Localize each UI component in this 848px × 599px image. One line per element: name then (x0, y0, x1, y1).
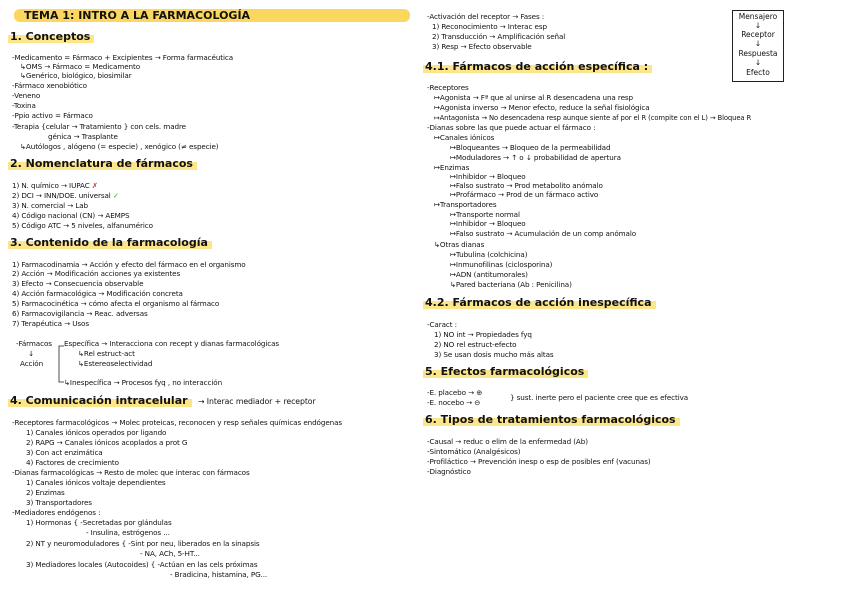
s2-line: 4) Código nacional (CN) → AEMPS (12, 211, 130, 220)
section-6-heading: 6. Tipos de tratamientos farmacológicos (423, 413, 680, 426)
s5-line: -E. nocebo → ⊖ (427, 398, 481, 407)
s3-accion-line: ↳Estereoselectividad (78, 359, 153, 368)
s2-line: 5) Código ATC → 5 niveles, alfanumérico (12, 221, 153, 230)
s42-line: 3) Se usan dosis mucho más altas (434, 350, 554, 359)
s41-line: ↦Transporte normal (450, 210, 520, 219)
s41-line: ↦Inhibidor → Bloqueo (450, 172, 526, 181)
s4-line: 3) Transportadores (26, 498, 92, 507)
s6-line: -Diagnóstico (427, 467, 471, 476)
s4-line: -Receptores farmacológicos → Molec proteicas, reconocen y resp señales químicas endógenas (12, 418, 343, 427)
s4-line: - NA, ACh, 5-HT... (140, 549, 200, 558)
s4-line: 2) Enzimas (26, 488, 65, 497)
s41-line: ↦Transportadores (434, 200, 497, 209)
activation-line: -Activación del receptor → Fases : (427, 12, 545, 21)
section-42-heading: 4.2. Fármacos de acción inespecífica (423, 296, 656, 309)
s41-line: ↦Tubulina (colchicina) (450, 250, 528, 259)
s41-line: ↦Moduladores → ↑ o ↓ probabilidad de apertura (450, 153, 621, 162)
s41-line: ↦Falso sustrato → Acumulación de un comp anómalo (450, 229, 637, 238)
flow-item: Respuesta (738, 49, 778, 58)
s1-line: ↳Autólogos , alógeno (= especie) , xenógico (≠ especie) (20, 142, 219, 151)
s4-line: 3) Mediadores locales (Autocoides) { -Actúan en las cels próximas (26, 560, 258, 569)
s41-line: ↦ADN (antitumorales) (450, 270, 528, 279)
s4-heading-suffix: → Interac mediador + receptor (198, 397, 316, 406)
s41-line: ↦Falso sustrato → Prod metabolito anómalo (450, 181, 603, 190)
s41-line: ↳Otras dianas (434, 240, 485, 249)
s41-line: -Dianas sobre las que puede actuar el fármaco : (427, 123, 596, 132)
s3-line: 6) Farmacovigilancia → Reac. adversas (12, 309, 148, 318)
flow-item: Mensajero (738, 12, 778, 21)
s3-line: 7) Terapéutica → Usos (12, 319, 89, 328)
section-5-heading: 5. Efectos farmacológicos (423, 365, 588, 378)
s41-line: ↦Inmunofilinas (ciclosporina) (450, 260, 553, 269)
section-3-heading: 3. Contenido de la farmacología (8, 236, 212, 249)
s1-line: -Fármaco xenobiótico (12, 81, 87, 90)
s1-line: -Terapia {celular → Tratamiento } con cels. madre (12, 122, 186, 131)
s41-line: ↦Antagonista → No desencadena resp aunque siente af por el R (compite con el L) → Bloquea R (434, 114, 752, 122)
s3-line: 4) Acción farmacológica → Modificación concreta (12, 289, 183, 298)
s1-line: -Medicamento = Fármaco + Excipientes → Forma farmacéutica (12, 53, 234, 62)
accion-label: -Fármacos (16, 339, 52, 348)
check-mark: ✓ (112, 191, 119, 200)
s41-line: -Receptores (427, 83, 469, 92)
arrow-down-icon: ↓ (754, 21, 762, 30)
activation-line: 3) Resp → Efecto observable (432, 42, 532, 51)
s4-line: 4) Factores de crecimiento (26, 458, 119, 467)
s4-line: 1) Canales iónicos voltaje dependientes (26, 478, 166, 487)
s4-line: -Mediadores endógenos : (12, 508, 101, 517)
section-4-heading: 4. Comunicación intracelular (8, 394, 192, 407)
s4-line: 1) Canales iónicos operados por ligando (26, 428, 167, 437)
s3-accion-line: Específica → Interacciona con recept y dianas farmacológicas (64, 339, 280, 348)
s4-line: 3) Con act enzimática (26, 448, 103, 457)
s2-line: 3) N. comercial → Lab (12, 201, 88, 210)
arrow-down-icon: ↓ (754, 39, 762, 48)
activation-line: 2) Transducción → Amplificación señal (432, 32, 566, 41)
s1-line: ↳OMS → Fármaco = Medicamento (20, 62, 141, 71)
s3-line: 5) Farmacocinética → cómo afecta el organismo al fármaco (12, 299, 220, 308)
s4-line: - Insulina, estrógenos ... (86, 528, 170, 537)
s2-line: 2) DCI → INN/DOE. universal ✓ (12, 191, 119, 200)
s41-line: ↦Agonista inverso → Menor efecto, reduce la señal fisiológica (434, 103, 650, 112)
s4-line: 1) Hormonas { -Secretadas por glándulas (26, 518, 172, 527)
s41-line: ↦Canales iónicos (434, 133, 495, 142)
section-41-heading: 4.1. Fármacos de acción específica : (423, 60, 652, 73)
arrow-down-icon: ↓ (28, 349, 34, 358)
s4-line: - Bradicina, histamina, PG... (170, 570, 268, 579)
s41-line: ↦Inhibidor → Bloqueo (450, 219, 526, 228)
s5-brace-text: } sust. inerte pero el paciente cree que es efectiva (510, 393, 689, 402)
flow-item: Efecto (746, 68, 770, 77)
s4-line: -Dianas farmacológicas → Resto de molec que interac con fármacos (12, 468, 250, 477)
section-1-heading: 1. Conceptos (8, 30, 94, 43)
s1-line: -Veneno (12, 91, 41, 100)
s41-line: ↦Enzimas (434, 163, 470, 172)
s41-line: ↦Profármaco → Prod de un fármaco activo (450, 190, 599, 199)
s6-line: -Profiláctico → Prevención inesp o esp de posibles enf (vacunas) (427, 457, 651, 466)
s1-line: génica → Trasplante (48, 132, 118, 141)
s41-line: ↦Bloqueantes → Bloqueo de la permeabilidad (450, 143, 611, 152)
title-highlight (14, 9, 410, 22)
s1-line: -Ppio activo = Fármaco (12, 111, 93, 120)
s4-line: 2) NT y neuromoduladores { -Sint por neu, liberados en la sinapsis (26, 539, 260, 548)
s3-accion-line: ↳Inespecífica → Procesos fyq , no interacción (64, 378, 223, 387)
s41-line: ↳Pared bacteriana (Ab : Penicilina) (450, 280, 572, 289)
s3-line: 3) Efecto → Consecuencia observable (12, 279, 144, 288)
flow-box (732, 10, 784, 82)
cross-mark: ✗ (91, 181, 98, 190)
activation-line: 1) Reconocimiento → Interac esp (432, 22, 547, 31)
s5-line: -E. placebo → ⊕ (427, 388, 483, 397)
s4-line: 2) RAPG → Canales iónicos acoplados a prot G (26, 438, 188, 447)
s2-line: 1) N. químico → IUPAC ✗ (12, 181, 98, 190)
page-title: TEMA 1: INTRO A LA FARMACOLOGÍA (24, 9, 251, 22)
s3-line: 1) Farmacodinamia → Acción y efecto del fármaco en el organismo (12, 260, 246, 269)
accion-label: Acción (20, 359, 44, 368)
s42-line: 1) NO int → Propiedades fyq (434, 330, 532, 339)
arrow-down-icon: ↓ (754, 58, 762, 67)
s6-line: -Causal → reduc o elim de la enfermedad (Ab) (427, 437, 588, 446)
bracket-icon (56, 344, 66, 384)
flow-item: Receptor (741, 30, 775, 39)
s1-line: -Toxina (12, 101, 36, 110)
section-2-heading: 2. Nomenclatura de fármacos (8, 157, 197, 170)
s42-line: 2) NO rel estruct-efecto (434, 340, 517, 349)
s3-accion-line: ↳Rel estruct-act (78, 349, 135, 358)
s1-line: ↳Genérico, biológico, biosimilar (20, 71, 132, 80)
s6-line: -Sintomático (Analgésicos) (427, 447, 521, 456)
s3-line: 2) Acción → Modificación acciones ya existentes (12, 269, 181, 278)
s42-line: -Caract : (427, 320, 457, 329)
s41-line: ↦Agonista → Fª que al unirse al R desencadena una resp (434, 93, 634, 102)
